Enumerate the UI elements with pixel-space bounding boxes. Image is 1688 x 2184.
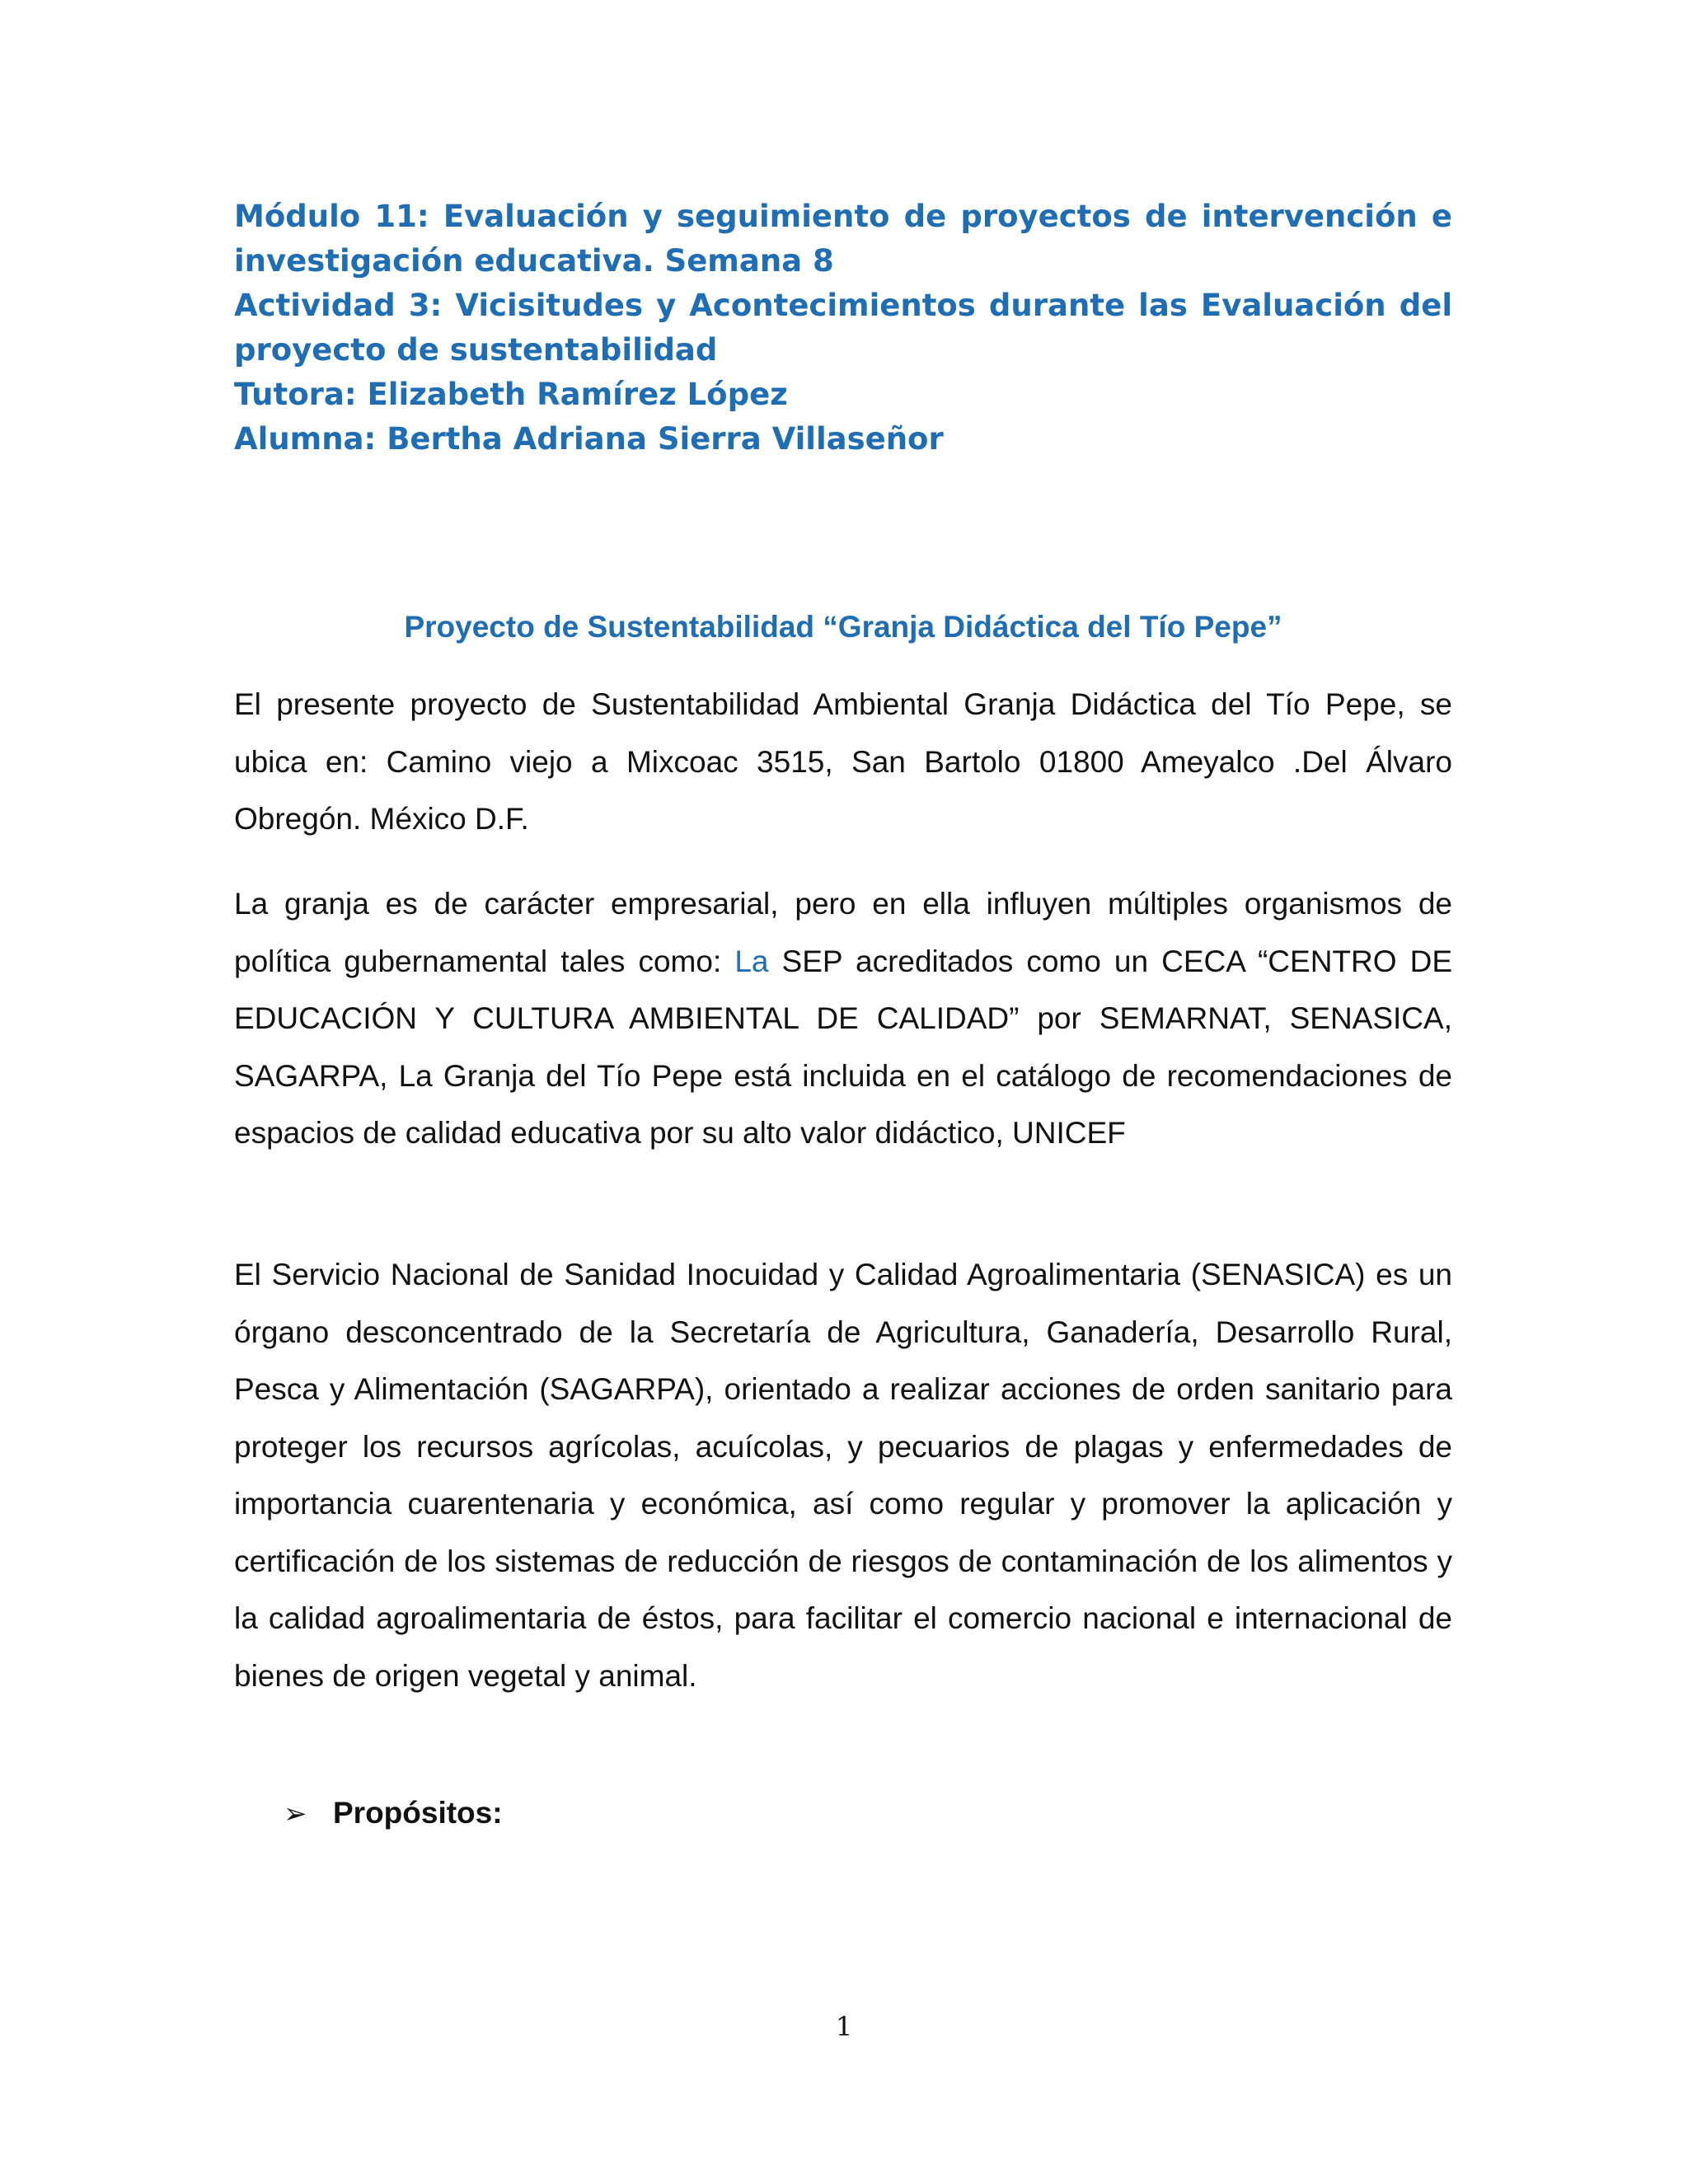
project-title: Proyecto de Sustentabilidad “Granja Didáctica del Tío Pepe” bbox=[404, 610, 1282, 644]
arrow-bullet-icon: ➢ bbox=[284, 1797, 307, 1830]
document-header bbox=[234, 194, 1452, 462]
purposes-bullet bbox=[284, 1788, 503, 1839]
paragraph-text-start: La granja es de carácter empresarial, pero en ella influyen múltiples organismos de política gubernamental tales como: bbox=[234, 887, 1452, 978]
paragraph-text-end: SEP acreditados como un CECA “CENTRO DE EDUCACIÓN Y CULTURA AMBIENTAL DE CALIDAD” por SEMARNAT, SENASICA, SAGARPA, La Granja del Tío Pepe está incluida en el catálogo de recomendaciones de espacios de calidad educativa por su alto valor didáctico, UNICEF bbox=[234, 944, 1452, 1150]
student-line: Alumna: Bertha Adriana Sierra Villaseñor bbox=[234, 421, 944, 457]
module-line: Módulo 11: Evaluación y seguimiento de proyectos de intervención e investigación educativa. Semana 8 bbox=[234, 199, 1452, 279]
paragraph-text: El presente proyecto de Sustentabilidad Ambiental Granja Didáctica del Tío Pepe, se ubica en: Camino viejo a Mixcoac 3515, San Bartolo 01800 Ameyalco .Del Álvaro Obregón. México D.F. bbox=[234, 687, 1452, 836]
purposes-label: Propósitos: bbox=[333, 1796, 503, 1830]
paragraph-senasica bbox=[234, 1246, 1452, 1704]
la-link[interactable]: La bbox=[734, 944, 769, 978]
paragraph-organisms bbox=[234, 875, 1452, 1162]
page-number: 1 bbox=[835, 2011, 853, 2042]
paragraph-text bbox=[234, 875, 1452, 1162]
paragraph-location bbox=[234, 676, 1452, 848]
paragraph-text: El Servicio Nacional de Sanidad Inocuidad y Calidad Agroalimentaria (SENASICA) es un órgano desconcentrado de la Secretaría de Agricultura, Ganadería, Desarrollo Rural, Pesca y Alimentación (SAGARPA), orientado a realizar acciones de orden sanitario para proteger los recursos agrícolas, acuícolas, y pecuarios de plagas y enfermedades de importancia cuarentenaria y económica, así como regular y promover la aplicación y certificación de los sistemas de reducción de riesgos de contaminación de los alimentos y la calidad agroalimentaria de éstos, para facilitar el comercio nacional e internacional de bienes de origen vegetal y animal. bbox=[234, 1258, 1452, 1693]
activity-line: Actividad 3: Vicisitudes y Acontecimientos durante las Evaluación del proyecto de sustentabilidad bbox=[234, 288, 1452, 368]
tutor-line: Tutora: Elizabeth Ramírez López bbox=[234, 377, 788, 412]
